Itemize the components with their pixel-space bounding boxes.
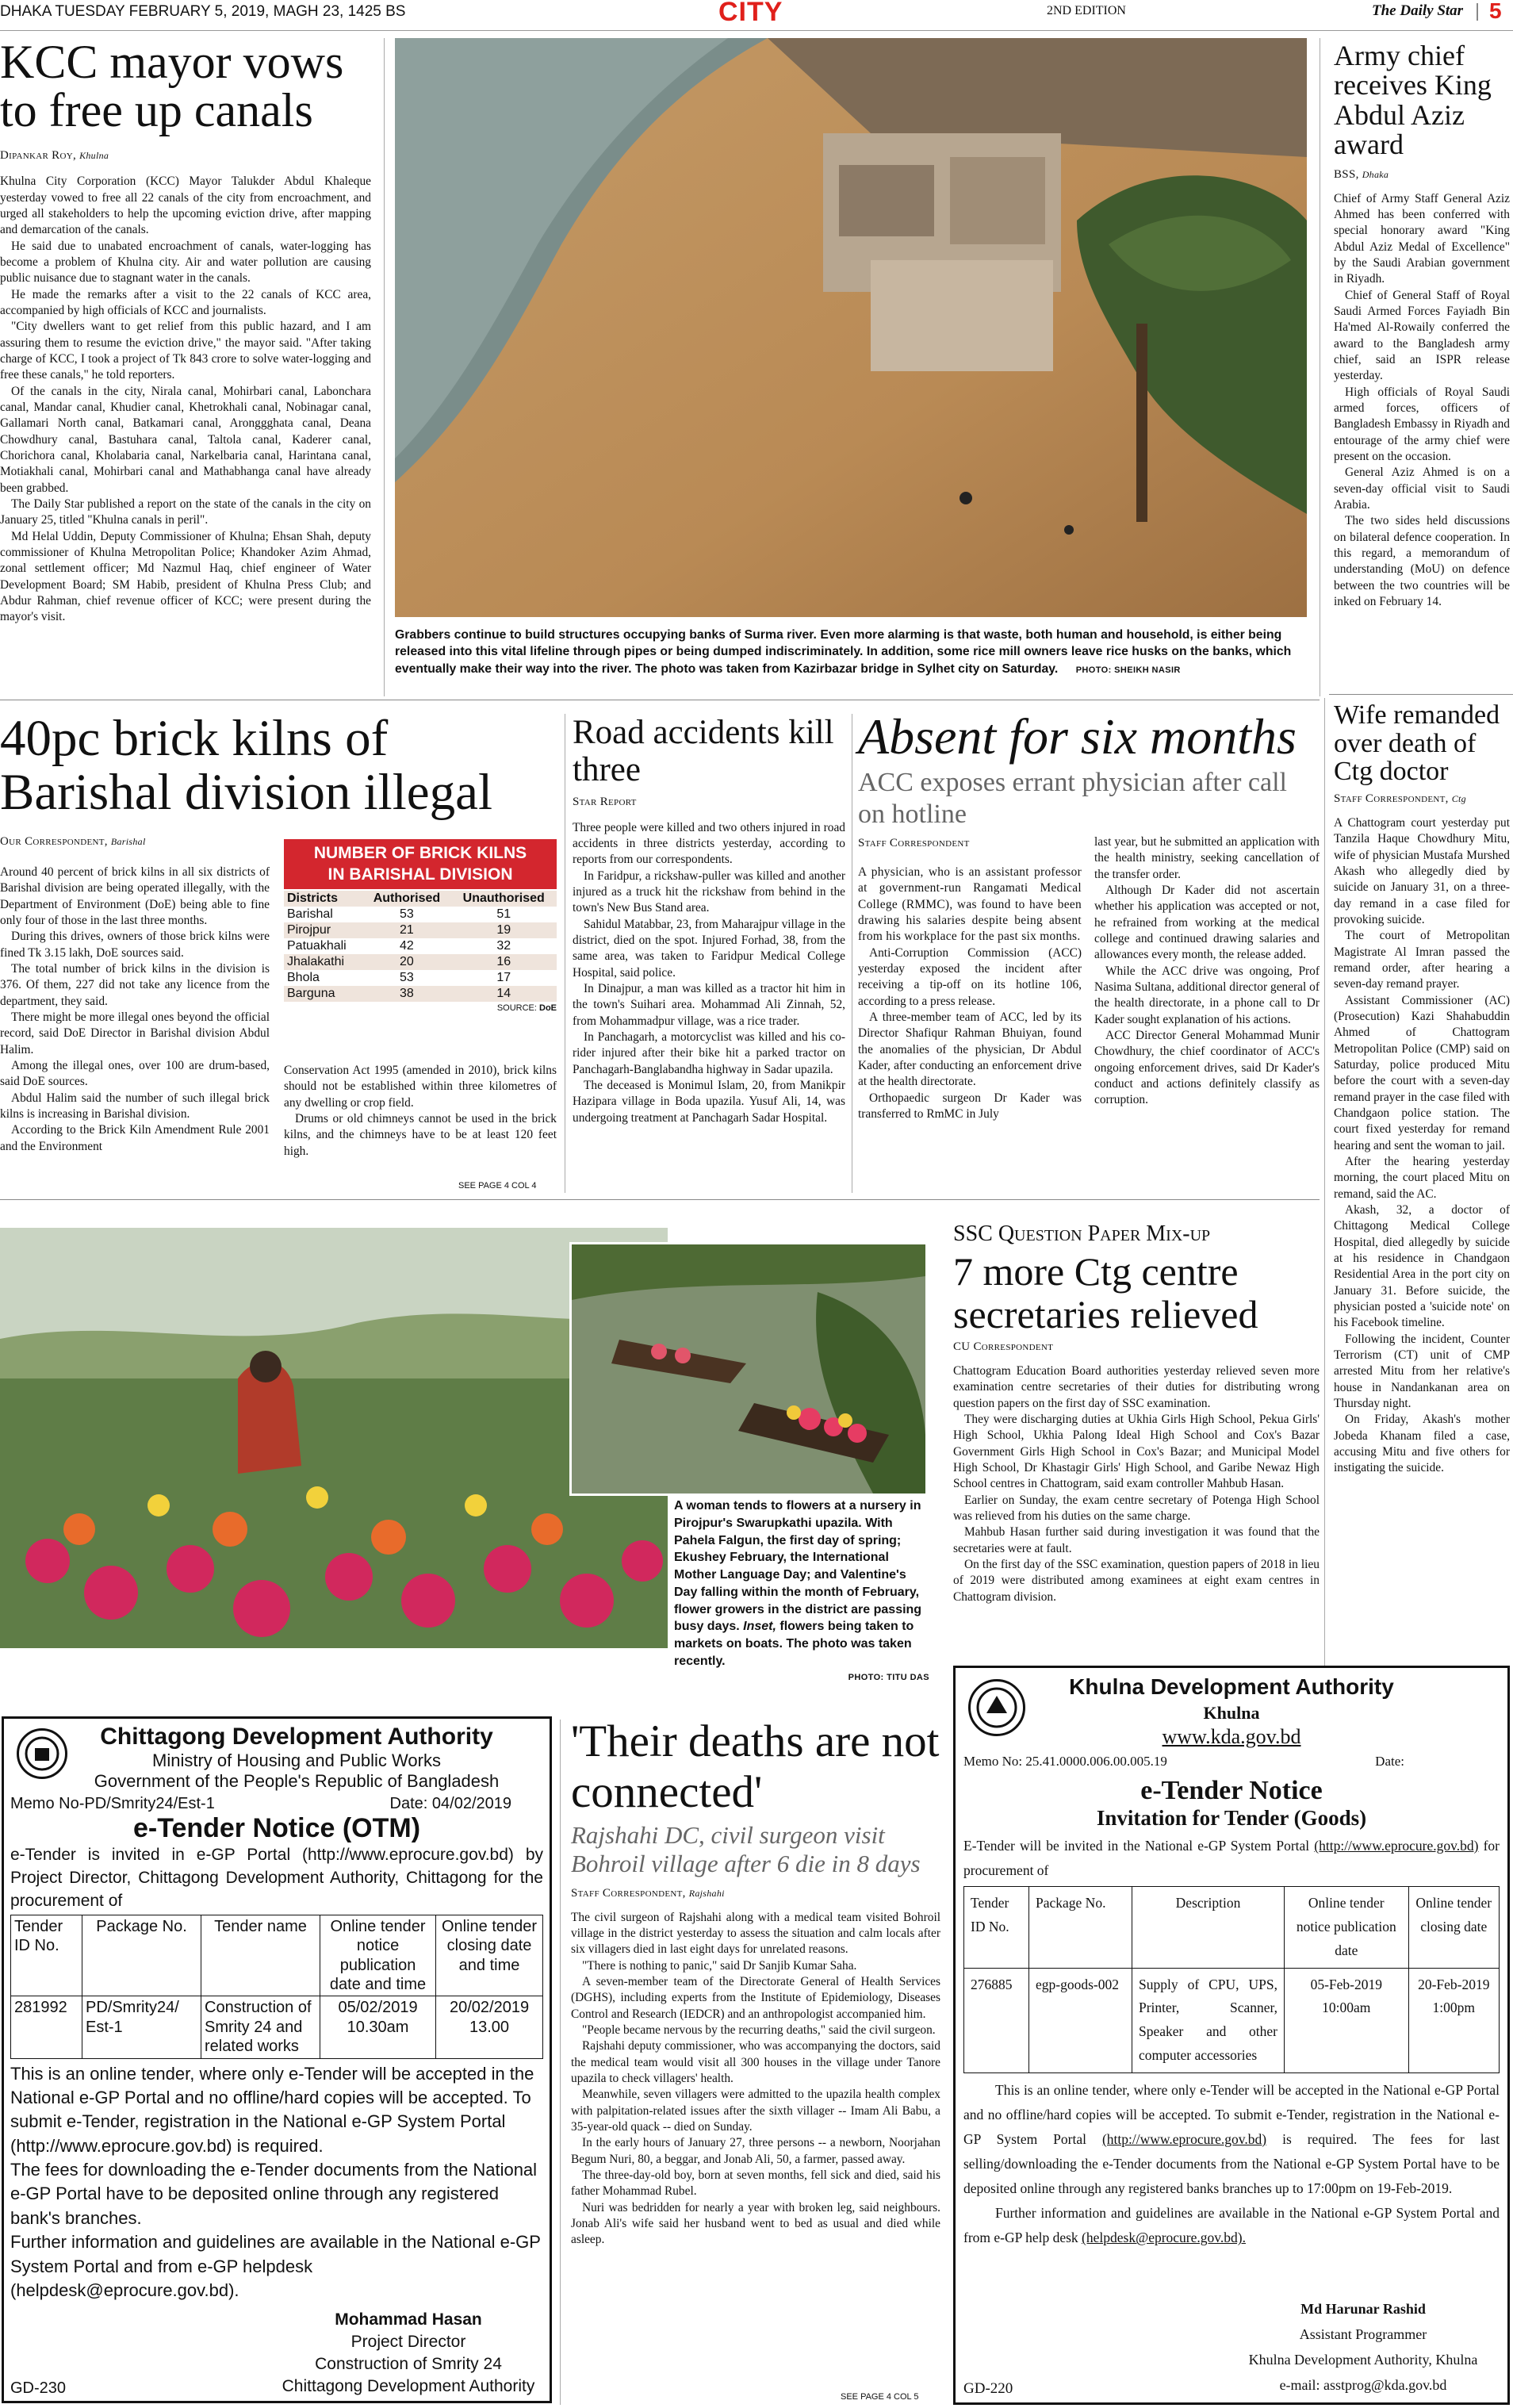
paragraph: Rajshahi deputy commissioner, who was accompanying the doctors, said the medical team would visit all 300 houses in the village under Tanore upazila to check villagers' health.: [571, 2039, 940, 2086]
table-source: SOURCE: DoE: [496, 1003, 557, 1013]
paragraph: In the early hours of January 27, three persons -- a newborn, Noorjahan Begum Nuri, 80, a beggar, and Jonab Ali, 50, a farmer, passed away.: [571, 2136, 940, 2166]
boats-photo: [569, 1242, 928, 1496]
kda-title: Khulna Development Authority: [1069, 1674, 1394, 1699]
kiln-table-grid: [284, 891, 557, 1002]
table-header: Tender ID No. Package No. Description Online tender notice publication date Online tender closing date: [964, 1887, 1500, 1968]
table-row: Barishal 53 51: [284, 907, 557, 922]
paragraph: In Dinajpur, a man was killed as a tractor hit him in the town's Suihari area. Mohammad Ali Zinnah, 52, from Mohammadpur village, was a rice trader.: [573, 981, 845, 1028]
eprocure-link[interactable]: (http://www.eprocure.gov.bd): [1101, 2130, 1267, 2147]
paragraph: A physician, who is an assistant professor at government-run Rangamati Medical College (RMMC), was found to have been drawing his salaries despite being absent from his workplace for the past six months.: [858, 865, 1082, 944]
paragraph: "City dwellers want to get relief from this public hazard, and I am assuring them to resume the eviction drive," the mayor said. "After taking charge of KCC, I took a project of Tk 843 crore to solve water-logging and free these canals," he told reporters.: [0, 320, 371, 382]
section-rule: [0, 1199, 1320, 1200]
ssc-body: [953, 1363, 1320, 1605]
cda-memo-row: Memo No-PD/Smrity24/Est-1 Date: 04/02/2019: [10, 1795, 511, 1812]
paragraph: Three people were killed and two others injured in road accidents in three districts yesterday, according to reports from our correspondents.: [573, 820, 845, 867]
kilns-body-col1: [0, 865, 270, 1155]
paragraph: The three-day-old boy, born at seven months, fell sick and died, said his father Mohammad Rubel.: [571, 2168, 940, 2199]
kilns-body-col2: [284, 1063, 557, 1160]
paragraph: According to the Brick Kiln Amendment Rule 2001 and the Environment: [0, 1123, 270, 1153]
deaths-body: [571, 1910, 940, 2249]
wife-story: [1334, 701, 1510, 1477]
paragraph: Conservation Act 1995 (amended in 2010), brick kilns should not be established within three kilometres of any dwelling or crop field.: [284, 1064, 557, 1110]
cda-logo: [17, 1728, 67, 1779]
paragraph: Akash, 32, a doctor of Chittagong Medical College Hospital, died allegedly by suicide at his residence in Chandgaon Residential Area in the port city on January 31. Before suicide, the physician posted a 'suicide note' on his Facebook timeline.: [1334, 1202, 1510, 1330]
cda-signature: Mohammad Hasan Project Director Construction of Smrity 24 Chittagong Development Authority: [282, 2310, 535, 2395]
byline: BSS, Dhaka: [1334, 167, 1389, 181]
table-header: Districts Authorised Unauthorised: [284, 891, 557, 907]
table-row: 281992 PD/Smrity24/ Est-1 Construction of Smrity 24 and related works 05/02/2019 10.30am 20/02/2019 13.00: [11, 1996, 543, 2058]
headline: Road accidents kill three: [573, 714, 834, 789]
paragraph: ACC Director General Mohammad Munir Chowdhury, the chief coordinator of ACC's ongoing enforcement drives, said Dr Kader's conduct and actions definitely classify as corruption.: [1094, 1028, 1320, 1107]
army-body: [1334, 191, 1510, 611]
paragraph: last year, but he submitted an application with the health ministry, seeking cancellation of the transfer order.: [1094, 835, 1320, 881]
column-rule: [1324, 698, 1325, 1681]
byline: Star Report: [573, 795, 637, 808]
cda-tender-ad: [2, 1716, 552, 2403]
kda-tender-table: [963, 1886, 1500, 2072]
ssc-story: [953, 1221, 1320, 1605]
paragraph: He made the remarks after a visit to the 22 canals of KCC area, accompanied by high officials of KCC and journalists.: [0, 287, 371, 317]
kda-web-link[interactable]: www.kda.gov.bd: [1162, 1725, 1301, 1748]
paragraph: On the first day of the SSC examination, question papers of 2018 in lieu of 2019 were distributed among examinees at eight exam centres in Chattogram division.: [953, 1557, 1320, 1604]
headline: 7 more Ctg centre secretaries relieved: [953, 1249, 1258, 1336]
kda-signature: Md Harunar Rashid Assistant Programmer Khulna Development Authority, Khulna e-mail: asstprog@kda.gov.bd: [1248, 2300, 1478, 2393]
paragraph: The total number of brick kilns in the division is 376. Of them, 227 did not take any licence from the department, they said.: [0, 961, 270, 1008]
paragraph: A seven-member team of the Directorate General of Health Services (DGHS), including experts from the Institute of Epidemiology, Diseases Control and Research (IEDCR) and an anthropologist accompanied him.: [571, 1975, 940, 2021]
table-row: Bhola 53 17: [284, 970, 557, 986]
subhead: Rajshahi DC, civil surgeon visit Bohroil village after 6 die in 8 days: [571, 1820, 921, 1878]
byline: Staff Correspondent, Ctg: [1334, 792, 1466, 806]
edition: 2ND EDITION: [1047, 4, 1126, 17]
masthead-divider: [1477, 3, 1478, 21]
paragraph: After the hearing yesterday morning, the court placed Mitu on remand, said the AC.: [1334, 1154, 1510, 1201]
nursery-illustration: [0, 1228, 668, 1648]
kda-notice-title: e-Tender Notice: [1140, 1776, 1323, 1805]
headline: KCC mayor vows to free up canals: [0, 36, 344, 137]
paragraph: Khulna City Corporation (KCC) Mayor Talukder Abdul Khaleque yesterday vowed to free all 22 canals of the city from encroachment, and urged all stakeholders to help the upcoming eviction drive, after mapping and demarcation of the canals.: [0, 174, 371, 237]
paragraph: Abdul Halim said the number of such illegal brick kilns is increasing in Barishal division.: [0, 1091, 270, 1121]
masthead-rule: [0, 30, 1513, 31]
paragraph: He said due to unabated encroachment of canals, water-logging has become a problem of Khulna city. Air and water pollution are causing public nuisance due to stagnant water in the canals.: [0, 239, 371, 286]
photo-credit: PHOTO: TITU DAS: [848, 1672, 929, 1682]
paragraph: Orthopaedic surgeon Dr Kader was transferred to RmMC in July: [858, 1091, 1082, 1121]
cda-ministry: Ministry of Housing and Public Works: [152, 1750, 441, 1770]
paragraph: Earlier on Sunday, the exam centre secretary of Potenga High School was relieved from his duties on the same charge.: [953, 1493, 1320, 1523]
table-row: Jhalakathi 20 16: [284, 954, 557, 970]
paragraph: Mahbub Hasan further said during investigation it was found that the secretaries were at fault.: [953, 1525, 1320, 1555]
paragraph: Sahidul Matabbar, 23, from Maharajpur village in the district, died on the spot. Injured Forhad, 38, from the same area, was taken to Faridpur Medical College Hospital, said police.: [573, 917, 845, 980]
paragraph: In Panchagarh, a motorcyclist was killed and his co-rider injured after their bike hit a parked tractor on Panchagarh-Banglabandha highway in Sadar upazila.: [573, 1030, 845, 1076]
byline: CU Correspondent: [953, 1340, 1054, 1353]
dateline: DHAKA TUESDAY FEBRUARY 5, 2019, MAGH 23, 1425 BS: [0, 3, 406, 20]
page-number: 5: [1489, 0, 1502, 23]
river-illustration: [395, 38, 1307, 617]
kilns-jump[interactable]: SEE PAGE 4 COL 4: [458, 1181, 537, 1191]
paragraph: The court of Metropolitan Magistrate Al Imran passed the remand order, after hearing a seven-day remand prayer.: [1334, 929, 1510, 991]
cda-intro: e-Tender is invited in e-GP Portal (http://www.eprocure.gov.bd) by Project Director, Chittagong Development Authority, Chittagong for the procurement of: [10, 1846, 543, 1910]
paragraph: The two sides held discussions on bilateral defence cooperation. In this regard, a memorandum of understanding (MoU) on defence between the two countries will be inked on February 14.: [1334, 514, 1510, 608]
byline: Staff Correspondent, Rajshahi: [571, 1886, 725, 1900]
subhead: ACC exposes errant physician after call on hotline: [858, 768, 1287, 830]
photo-credit: PHOTO: SHEIKH NASIR: [1075, 665, 1181, 675]
paragraph: While the ACC drive was ongoing, Prof Nasima Sultana, additional director general of the health directorate, in a phone call to Dr Kader sought explanation of his actions.: [1094, 964, 1320, 1026]
masthead: [0, 0, 1513, 29]
table-row: Pirojpur 21 19: [284, 922, 557, 938]
headline: 'Their deaths are not connected': [571, 1716, 940, 1817]
paragraph: Chattogram Education Board authorities yesterday relieved seven more examination centre secretaries of their duties for distributing wrong question papers on the first day of SSC examination.: [953, 1364, 1320, 1410]
paragraph: On Friday, Akash's mother Jobeda Khanam filed a case, accusing Mitu and five others for instigating the suicide.: [1334, 1413, 1510, 1475]
table-row: Barguna 38 14: [284, 986, 557, 1002]
headline: 40pc brick kilns of Barishal division illegal: [0, 710, 493, 821]
paragraph: The civil surgeon of Rajshahi along with a medical team visited Bohroil village in the district yesterday to assess the situation and calm locals after six villagers died in last eight days for unrelated reasons.: [571, 1910, 940, 1957]
paragraph: Drums or old chimneys cannot be used in the brick kilns, and the chimneys have to be at least 120 feet high.: [284, 1111, 557, 1158]
headline: Wife remanded over death of Ctg doctor: [1334, 700, 1500, 787]
table-row: Patuakhali 42 32: [284, 938, 557, 954]
helpdesk-link[interactable]: (helpdesk@eprocure.gov.bd).: [1082, 2230, 1246, 2246]
paragraph: Chief of General Staff of Royal Saudi Armed Forces Fayiadh Bin Ha'med Al-Rowaily conferred the award to the Bangladesh army chief, said an ISPR release yesterday.: [1334, 288, 1510, 383]
kilns-story: [0, 712, 557, 849]
army-story: [1334, 41, 1510, 610]
paragraph: Following the incident, Counter Terrorism (CT) unit of CMP arrested Mitu from her relative's house in Nandankanan area on Thursday night.: [1334, 1332, 1510, 1410]
paragraph: Among the illegal ones, over 100 are drum-based, said DoE sources.: [0, 1058, 270, 1089]
table-row: 276885 egp-goods-002 Supply of CPU, UPS, Printer, Scanner, Speaker and other computer accessories 05-Feb-2019 10:00am 20-Feb-2019 1:00pm: [964, 1968, 1500, 2072]
cda-body: This is an online tender, where only e-Tender will be accepted in the National e-GP Portal and no offline/hard copies will be accepted. To submit e-Tender, registration in the National e-GP System Portal (http://www.eprocure.gov.bd) is required. The fees for downloading the e-Tender documents from the National e-GP Portal have to be deposited online through any registered bank's branches. Further information and guidelines are available in the National e-GP System Portal and from e-GP helpdesk (helpdesk@eprocure.gov.bd).: [10, 2063, 541, 2300]
kcc-body: [0, 174, 371, 625]
deaths-story: [571, 1716, 940, 2249]
paragraph: General Aziz Ahmed is on a seven-day official visit to Saudi Arabia.: [1334, 466, 1510, 512]
kiln-table: [284, 839, 557, 1013]
paragraph: There might be more illegal ones beyond the official record, said DoE Director in Barishal division Abdul Halim.: [0, 1010, 270, 1056]
section-name: CITY: [718, 0, 783, 27]
kda-gd: GD-220: [963, 2380, 1013, 2397]
paragraph: "There is nothing to panic," said Dr Sanjib Kumar Saha.: [582, 1958, 857, 1973]
paragraph: A three-member team of ACC, led by its Director Shafiqur Rahman Bhuiyan, found the anomalies of the physician, Dr Abdul Kader, after conducting an enforcement drive at the health directorate.: [858, 1010, 1082, 1089]
nursery-photo-caption: A woman tends to flowers at a nursery in Pirojpur's Swarupkathi upazila. With Pahela Falgun, the first day of spring; Ekushey February, the International Mother Language Day; and Valentine's Day falling within the month of February, flower growers in the district are passing busy days. Inset, flowers being taken to markets on boats. The photo was taken recently. PHOTO: TITU DAS: [674, 1499, 929, 1682]
paragraph: Assistant Commissioner (AC) (Prosecution) Kazi Shahabuddin Ahmed of Chattogram Metropolitan Police (CMP) said on Saturday, police produced Mitu before the court with a seven-day remand prayer in the case filed with Chandgaon police station. The court fixed yesterday for remand hearing and sent the woman to jail.: [1334, 993, 1510, 1152]
paragraph: Chief of Army Staff General Aziz Ahmed has been conferred with special honorary award "King Abdul Aziz Medal of Excellence" by the Saudi Arabian government in Riyadh.: [1334, 191, 1510, 286]
kda-body: This is an online tender, where only e-Tender will be accepted in the National e-GP Portal and no offline/hard copies will be accepted. To submit e-Tender, registration in the National e-GP System Portal (http://www.eprocure.gov.bd) is required. The fees for last selling/downloading the e-Tender documents from the National e-GP System Portal have to be deposited online through any registered banks branches up to 17:00pm on 19-Feb-2019.: [963, 2081, 1500, 2197]
kda-tender-ad: [953, 1666, 1510, 2405]
kiln-table-title: NUMBER OF BRICK KILNS IN BARISHAL DIVISION: [284, 839, 557, 889]
paragraph: Md Helal Uddin, Deputy Commissioner of Khulna; Ehsan Shah, deputy commissioner of Khulna Metropolitan Police; Khandoker Azim Ahmad, zonal settlement officer; Md Nazmul Haq, chief engineer of Water Development Board; SM Habib, president of Khulna Press Club; and Abdur Rahman, chief revenue officer of KCC; were present during the mayor's visit.: [0, 529, 371, 624]
paragraph: Of the canals in the city, Nirala canal, Mohirbari canal, Labonchara canal, Mandar canal, Khudier canal, Khetrokhali canal, Nobinagar canal, Gallamari North canal, Batkamari canal, Aronggghata canal, Deana Chowdhury canal, Bastuhara canal, Taltola canal, Kaderer canal, Chorichora canal, Kholabaria canal, Narkelbaria canal, Harintana canal, Motiakhali canal, Mohirbari canal and Mathabhanga canal have already been grabbed.: [0, 384, 371, 495]
cda-title: Chittagong Development Authority: [100, 1724, 493, 1750]
paragraph: High officials of Royal Saudi armed forces, officers of Bangladesh Embassy in Riyadh and entourage of the army chief were present on the occasion.: [1334, 385, 1510, 463]
eprocure-link[interactable]: (http://www.eprocure.gov.bd): [1314, 1838, 1479, 1854]
nursery-photo: [0, 1228, 668, 1648]
absent-story: [858, 708, 1320, 850]
paragraph: Nuri was bedridden for nearly a year with broken leg, said neighbours. Jonab Ali's wife said her husband went to bed as usual and died while asleep.: [571, 2200, 940, 2247]
river-photo: [395, 38, 1307, 617]
kda-logo: [968, 1679, 1025, 1736]
table-header: Tender ID No. Package No. Tender name Online tender notice publication date and time Online tender closing date and time: [11, 1915, 543, 1996]
byline: Dipankar Roy, Khulna: [0, 149, 109, 163]
paragraph: They were discharging duties at Ukhia Girls High School, Pekua Girls' High School, Ukhia Palong Ideal High School and Cox's Bazar Government Girls High School in Cox's Bazar; and Municipal Model High School, Dr Khastagir Girls' High School, and Garibe Newaz High School centres in Chattogram, said exam controller Mahbub Hasan.: [953, 1412, 1320, 1491]
paragraph: The deceased is Monimul Islam, 20, from Manikpir Hazipara village in Boda upazila. Yusuf Ali, 14, was undergoing treatment at Panchagarh Sadar Hospital.: [573, 1078, 845, 1125]
kcc-story: [0, 38, 371, 626]
paper-logo: The Daily Star: [1372, 2, 1464, 19]
boats-illustration: [572, 1244, 925, 1493]
byline: Staff Correspondent: [858, 837, 970, 850]
paragraph: Anti-Corruption Commission (ACC) yesterday exposed the incident after receiving a tip-off on its hotline 106, according to a press release.: [858, 945, 1082, 1008]
paragraph: Although Dr Kader did not ascertain whether his application was accepted or not, he refrained from working at the medical college and continued drawing salaries and allowances every month, the release added.: [1094, 883, 1320, 962]
cda-tender-table: [10, 1915, 543, 2059]
absent-body-col1: [858, 865, 1082, 1122]
paragraph: During this drives, owners of those brick kilns were fined Tk 3.15 lakh, DoE sources said.: [0, 930, 270, 960]
kda-notice-sub: Invitation for Tender (Goods): [1096, 1806, 1367, 1830]
river-photo-caption: Grabbers continue to build structures occupying banks of Surma river. Even more alarming is that waste, both human and household, is either being released into this vital lifeline through pipes or being dumped indiscriminately. In addition, some rice mill owners leave rice husks on the banks, which eventually make their way into the river. The photo was taken from Kazirbazar bridge in Sylhet city on Saturday. PHOTO: SHEIKH NASIR: [395, 628, 1292, 676]
byline: Our Correspondent, Barishal: [0, 835, 146, 849]
paragraph: "People became nervous by the recurring deaths," said the civil surgeon.: [582, 2023, 936, 2038]
road-body: [573, 820, 845, 1126]
kicker: SSC Question Paper Mix-up: [953, 1221, 1211, 1246]
paragraph: Around 40 percent of brick kilns in all six districts of Barishal division are being operated illegally, with the Department of Environment (DoE) being able to fine only four of those in the last three months.: [0, 865, 270, 927]
kda-intro: E-Tender will be invited in the National e-GP System Portal (http://www.eprocure.gov.bd) for procurement of: [963, 1838, 1500, 1879]
wife-body: [1334, 815, 1510, 1476]
column-rule: [384, 38, 385, 696]
kda-city: Khulna: [1203, 1703, 1260, 1723]
paragraph: A Chattogram court yesterday put Tanzila Haque Chowdhury Mitu, wife of physician Mustafa Murshed Akash who allegedly died by suicide on January 31, on a three-day remand in a case filed for provoking suicide.: [1334, 816, 1510, 927]
kda-memo-row: Memo No: 25.41.0000.006.00.005.19 Date:: [963, 1754, 1404, 1769]
deaths-jump[interactable]: SEE PAGE 4 COL 5: [841, 2392, 919, 2402]
column-rule: [560, 1720, 561, 2405]
cda-govt: Government of the People's Republic of Bangladesh: [94, 1771, 500, 1791]
absent-body-col2: [1094, 834, 1320, 1109]
headline: Absent for six months: [858, 708, 1297, 765]
paragraph: Meanwhile, seven villagers were admitted to the upazila health complex with palpitation-related issues after the sixth villager -- Imam Ali Babu, a 35-year-old quack -- died on Sunday.: [571, 2088, 940, 2134]
headline: Army chief receives King Abdul Aziz award: [1334, 40, 1492, 161]
paragraph: In Faridpur, a rickshaw-puller was killed and another injured as a truck hit the rickshaw from behind in the town's New Bus Stand area.: [573, 868, 845, 915]
cda-notice-title: e-Tender Notice (OTM): [132, 1813, 421, 1843]
paragraph: The Daily Star published a report on the state of the canals in the city on January 25, titled "Khulna canals in peril".: [0, 497, 371, 527]
section-rule: [1329, 694, 1513, 695]
road-story: [573, 714, 845, 1126]
kda-further: Further information and guidelines are available in the National e-GP System Portal and from e-GP help desk (helpdesk@eprocure.gov.bd).: [963, 2205, 1500, 2246]
cda-gd: GD-230: [10, 2379, 67, 2397]
